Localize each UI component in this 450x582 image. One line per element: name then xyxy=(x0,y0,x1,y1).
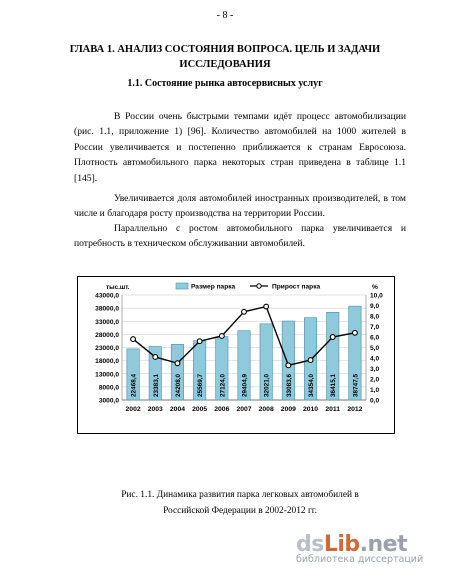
x-tick-label: 2009 xyxy=(280,406,296,413)
x-tick-label: 2003 xyxy=(147,406,163,413)
right-tick-label: 2,0 xyxy=(370,376,380,384)
caption-line-1: Рис. 1.1. Динамика развития парка легковых автомобилей в xyxy=(121,490,359,500)
left-tick-label: 18000,0 xyxy=(95,358,119,366)
growth-point xyxy=(286,363,291,368)
growth-point xyxy=(264,304,269,309)
growth-point xyxy=(153,355,158,360)
x-tick-label: 2006 xyxy=(214,406,230,413)
watermark-subtitle: библиотека диссертаций xyxy=(296,554,424,565)
right-tick-label: 0,0 xyxy=(370,397,380,405)
left-tick-label: 28000,0 xyxy=(95,331,119,339)
watermark-net: .net xyxy=(359,532,408,557)
bar-value-label: 27124,0 xyxy=(219,373,227,397)
page-number: - 8 - xyxy=(216,10,234,21)
growth-point xyxy=(175,361,180,366)
chart-svg xyxy=(78,277,394,433)
left-tick-label: 33000,0 xyxy=(95,318,119,326)
legend-line-label: Прирост парка xyxy=(272,283,321,291)
bar-value-label: 32021,0 xyxy=(263,373,271,397)
right-tick-label: 7,0 xyxy=(370,324,380,331)
right-tick-label: 4,0 xyxy=(370,355,380,363)
left-axis-unit: тыс.шт. xyxy=(106,284,130,291)
figure-1-1-chart xyxy=(77,276,395,434)
growth-point xyxy=(219,334,224,339)
growth-point xyxy=(131,337,136,342)
right-tick-label: 3,0 xyxy=(370,366,380,373)
x-tick-label: 2004 xyxy=(169,406,186,413)
left-tick-label: 3000,0 xyxy=(98,397,119,405)
x-tick-label: 2005 xyxy=(192,406,208,413)
figure-caption xyxy=(74,487,406,519)
bar-value-label: 34354,0 xyxy=(308,373,316,397)
chapter-heading: ГЛАВА 1. АНАЛИЗ СОСТОЯНИЯ ВОПРОСА. ЦЕЛЬ И ЗАДАЧИ ИССЛЕДОВАНИЯ xyxy=(69,44,381,70)
growth-point xyxy=(308,358,313,363)
dslib-watermark xyxy=(296,532,446,572)
section-heading: 1.1. Состояние рынка автосервисных услуг xyxy=(127,78,323,89)
legend-bar-label: Размер парка xyxy=(191,283,236,291)
left-tick-label: 23000,0 xyxy=(95,345,119,352)
paragraph-3: Параллельно с ростом автомобильного парка увеличивается и потребность в техническом обслуживании автомобилей. xyxy=(74,223,406,250)
bar-value-label: 38747,5 xyxy=(352,373,360,397)
right-axis-unit: % xyxy=(372,284,378,291)
legend-line-marker xyxy=(257,284,261,288)
legend-bar-swatch xyxy=(176,283,188,289)
bar-value-label: 29404,9 xyxy=(241,373,249,397)
x-tick-label: 2010 xyxy=(302,406,319,413)
left-tick-label: 8000,0 xyxy=(98,384,119,392)
right-tick-label: 9,0 xyxy=(370,303,380,310)
growth-point xyxy=(353,330,358,335)
left-tick-label: 43000,0 xyxy=(95,292,119,300)
right-tick-label: 5,0 xyxy=(370,345,380,352)
caption-line-2: Российской Федерации в 2002-2012 гг. xyxy=(163,506,317,516)
bar-value-label: 33083,6 xyxy=(285,373,293,397)
paragraph-1: В России очень быстрыми темпами идёт процесс автомобилизации (рис. 1.1, приложение 1) [96]. Количество автомобилей на 1000 жителей в России увеличивается и постепенно приближается к странам Евросоюза. Плотность автомобильного парка некоторых стран приведена в таблице 1.1 [145]. xyxy=(74,111,406,184)
bar-value-label: 22468,4 xyxy=(130,373,138,397)
x-tick-label: 2002 xyxy=(125,406,141,413)
paragraph-2: Увеличивается доля автомобилей иностранных производителей, в том числе и благодаря росту производства на территории России. xyxy=(74,193,406,220)
left-tick-label: 38000,0 xyxy=(95,305,119,313)
x-tick-label: 2011 xyxy=(325,406,341,413)
right-tick-label: 6,0 xyxy=(370,334,380,342)
growth-point xyxy=(197,339,202,344)
bar-value-label: 25569,7 xyxy=(197,373,205,397)
right-tick-label: 8,0 xyxy=(370,313,380,321)
x-tick-label: 2012 xyxy=(347,406,363,413)
bar-value-label: 24208,0 xyxy=(174,373,182,397)
right-tick-label: 10,0 xyxy=(370,292,383,300)
bar-value-label: 23383,1 xyxy=(152,373,160,397)
right-tick-label: 1,0 xyxy=(370,387,380,394)
x-tick-label: 2008 xyxy=(258,406,274,413)
x-tick-label: 2007 xyxy=(236,406,252,413)
watermark-ds: ds xyxy=(296,532,324,557)
growth-point xyxy=(242,309,247,314)
watermark-lib: Lib xyxy=(323,532,360,557)
left-tick-label: 13000,0 xyxy=(95,371,119,379)
growth-point xyxy=(330,335,335,340)
bar-value-label: 36415,1 xyxy=(330,373,338,397)
